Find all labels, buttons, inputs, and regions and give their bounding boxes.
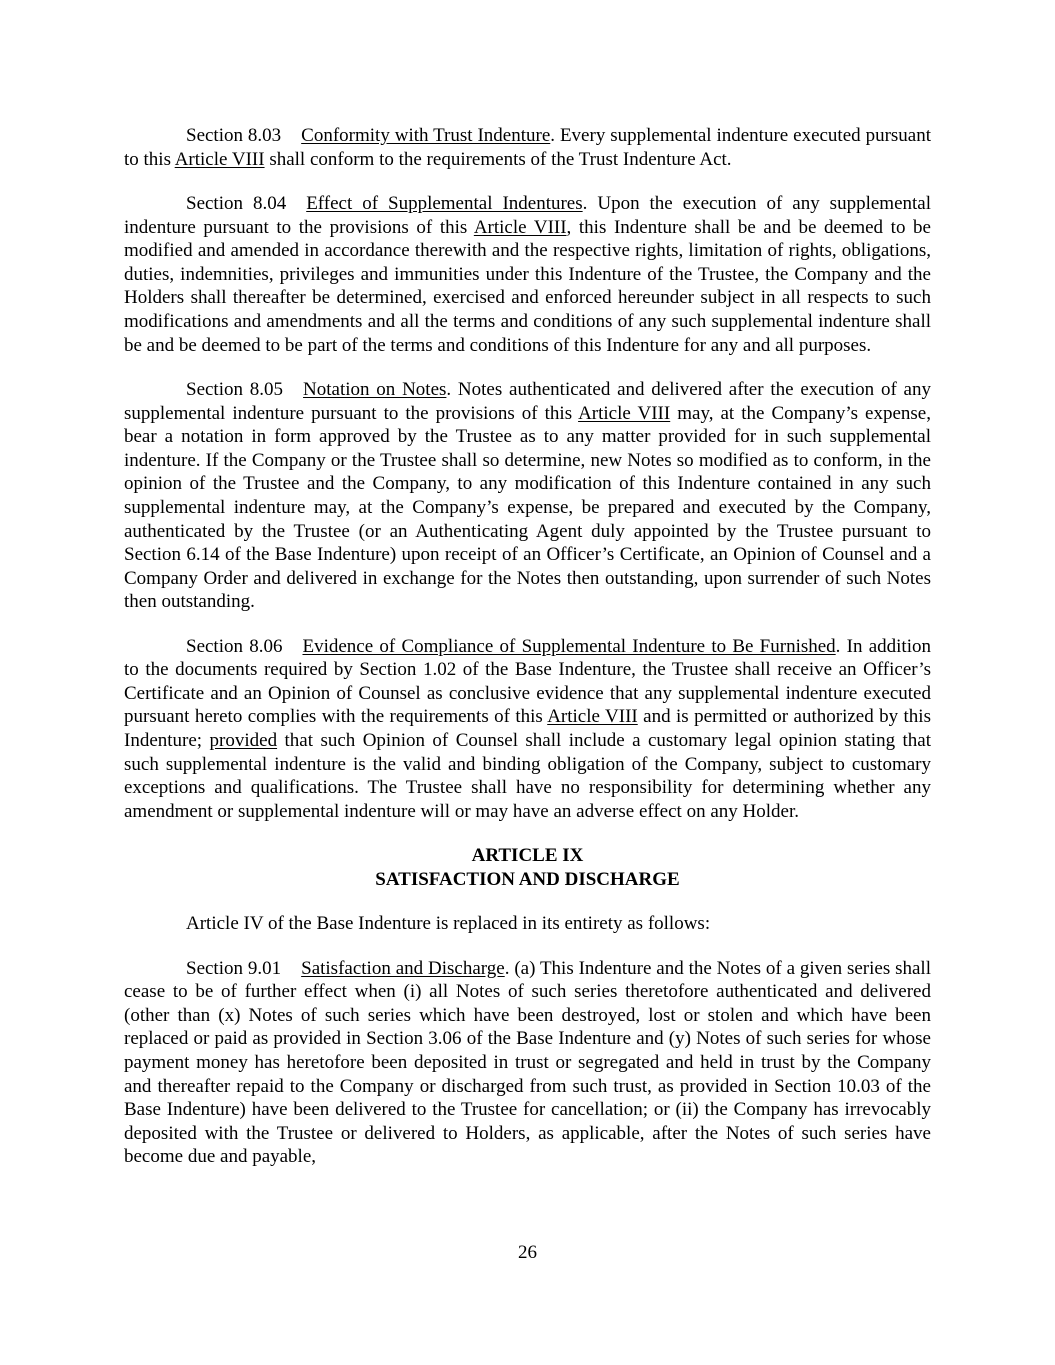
article-reference: Article VIII xyxy=(174,148,265,170)
article-reference: Article VIII xyxy=(547,706,638,728)
section-title: Notation on Notes xyxy=(303,378,447,400)
section-number: Section 8.04 xyxy=(186,192,287,214)
section-title: Conformity with Trust Indenture xyxy=(301,125,551,146)
page-number: 26 xyxy=(518,1242,537,1263)
article-intro: Article IV of the Base Indenture is replaced in its entirety as follows: xyxy=(186,913,711,935)
article-number: ARTICLE IX xyxy=(471,845,584,867)
section-title: Evidence of Compliance of Supplemental Indenture to Be Furnished xyxy=(302,635,836,657)
section-9-01: Section 9.01 Satisfaction and Discharge. (a) This Indenture and the Notes of a given series shall cease to be of further effect when (i) all Notes of such series theretofore authenticated and delivered (other than (x) Notes of such series which have been destroyed, lost or stolen and which have been replaced or paid as provided in Section 3.06 of the Base Indenture and (y) Notes of such series for whose payment money has heretofore been deposited in trust or segregated and held in trust by the Company and thereafter repaid to the Company or discharged from such trust, as provided in Section 10.03 of the Base Indenture) have been delivered to the Trustee for cancellation; or (ii) the Company has irrevocably deposited with the Trustee or delivered to Holders, as applicable, after the Notes of such series have become due and payable, xyxy=(124,957,931,1168)
section-8-03: Section 8.03 Conformity with Trust Indenture. Every supplemental indenture executed pursuant to this Article VIII shall conform to the requirements of the Trust Indenture Act. xyxy=(124,125,932,170)
section-title: Effect of Supplemental Indentures xyxy=(306,192,583,214)
article-heading xyxy=(124,844,931,891)
section-title: Satisfaction and Discharge xyxy=(301,957,505,979)
section-number: Section 9.01 xyxy=(186,957,282,979)
article-reference: Article VIII xyxy=(578,402,671,424)
provided-term: provided xyxy=(209,730,278,752)
section-number: Section 8.05 xyxy=(186,378,284,400)
section-number: Section 8.06 xyxy=(186,635,283,657)
section-8-05: Section 8.05 Notation on Notes. Notes authenticated and delivered after the execution of any supplemental indenture pursuant to the provisions of this Article VIII may, at the Company’s expense, bear a notation in form approved by the Trustee as to any matter provided for in such supplemental indenture. If the Company or the Trustee shall so determine, new Notes so modified as to conform, in the opinion of the Trustee and the Company, to any modification of this Indenture contained in any such supplemental indenture may, at the Company’s expense, be prepared and executed by the Company, authenticated by the Trustee (or an Authenticating Agent duly appointed by the Trustee pursuant to Section 6.14 of the Base Indenture) upon receipt of an Officer’s Certificate, an Opinion of Counsel and a Company Order and delivered in exchange for the Notes then outstanding, upon surrender of such Notes then outstanding. xyxy=(124,378,931,613)
article-title: SATISFACTION AND DISCHARGE xyxy=(375,868,680,890)
document-page xyxy=(124,124,931,1190)
section-number: Section 8.03 xyxy=(186,125,282,146)
section-8-04: Section 8.04 Effect of Supplemental Indentures. Upon the execution of any supplemental indenture pursuant to the provisions of this Article VIII, this Indenture shall be and be deemed to be modified and amended in accordance therewith and the respective rights, limitation of rights, obligations, duties, indemnities, privileges and immunities under this Indenture of the Trustee, the Company and the Holders shall thereafter be determined, exercised and enforced hereunder subject in all respects to such modifications and amendments and all the terms and conditions of any such supplemental indenture shall be and be deemed to be part of the terms and conditions of this Indenture for any and all purposes. xyxy=(124,192,931,356)
article-reference: Article VIII xyxy=(473,216,567,238)
section-8-06: Section 8.06 Evidence of Compliance of Supplemental Indenture to Be Furnished. In addition to the documents required by Section 1.02 of the Base Indenture, the Trustee shall receive an Officer’s Certificate and an Opinion of Counsel as conclusive evidence that any supplemental indenture executed pursuant hereto complies with the requirements of this Article VIII and is permitted or authorized by this Indenture; provided that such Opinion of Counsel shall include a customary legal opinion stating that such supplemental indenture is the valid and binding obligation of the Company, subject to customary exceptions and qualifications. The Trustee shall have no responsibility for determining whether any amendment or supplemental indenture will or may have an adverse effect on any Holder. xyxy=(124,635,932,822)
